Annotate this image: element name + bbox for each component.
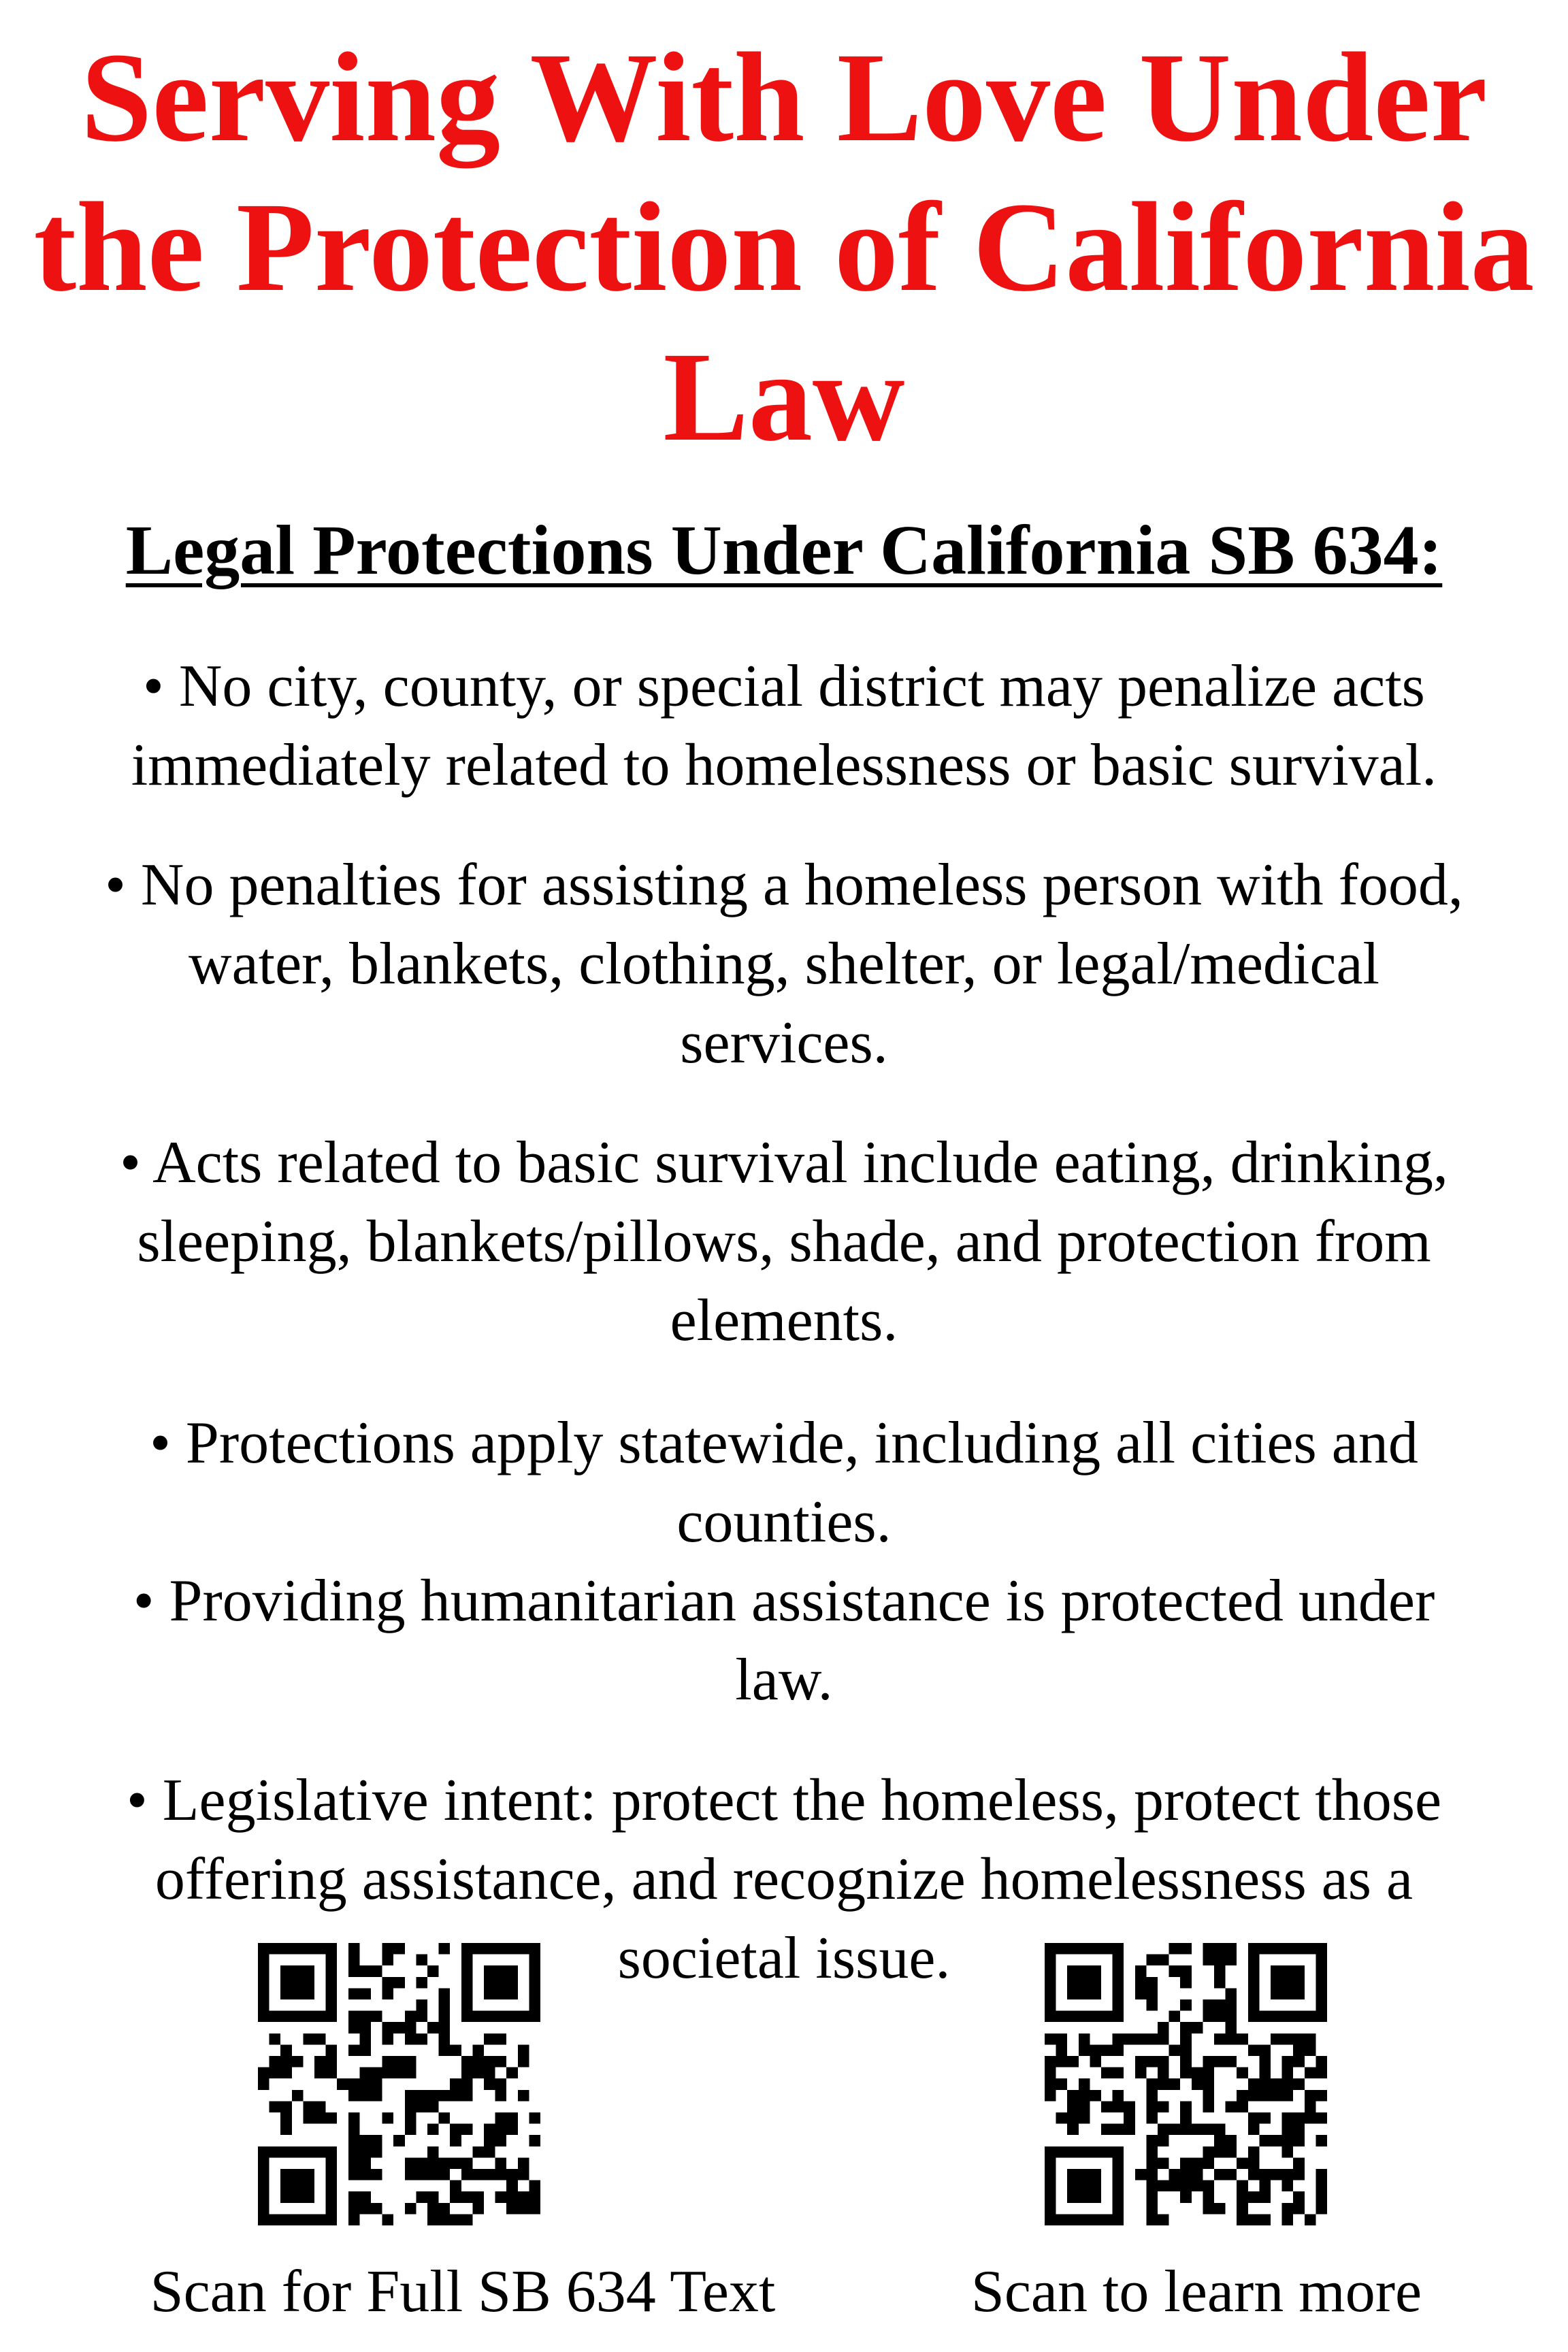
- bullet-line: • No city, county, or special district may penalize acts: [143, 653, 1425, 719]
- qr-caption-full-text: Scan for Full SB 634 Text: [150, 2259, 776, 2325]
- qr-code-icon[interactable]: [1045, 1943, 1327, 2225]
- bullet-line: • No penalties for assisting a homeless person with food,: [105, 852, 1463, 918]
- bullet-line: sleeping, blankets/pillows, shade, and protection from: [137, 1209, 1431, 1275]
- bullet-line: law.: [735, 1647, 833, 1713]
- bullet-line: • Providing humanitarian assistance is protected under: [133, 1568, 1435, 1634]
- bullet-line: immediately related to homelessness or basic survival.: [131, 732, 1437, 798]
- bullet-line: elements.: [670, 1288, 898, 1354]
- bullet-item: [0, 647, 1568, 805]
- bullet-line: • Acts related to basic survival include eating, drinking,: [120, 1130, 1448, 1196]
- bullet-line: • Legislative intent: protect the homeless, protect those: [126, 1767, 1442, 1833]
- title-line: Serving With Love Under: [80, 26, 1488, 168]
- title-line: the Protection of California: [33, 176, 1535, 318]
- bullet-item: [0, 1124, 1568, 1360]
- title-line: Law: [663, 325, 905, 468]
- section-heading-text: Legal Protections Under California SB 634:: [125, 511, 1443, 589]
- bullet-item: [0, 1404, 1568, 1562]
- bullet-line: offering assistance, and recognize homelessness as a: [154, 1846, 1414, 1912]
- bullet-line: services.: [680, 1010, 888, 1076]
- bullet-item: [0, 1562, 1568, 1720]
- poster-title: [0, 22, 1568, 472]
- bullet-line: counties.: [676, 1489, 892, 1555]
- qr-code-icon[interactable]: [258, 1943, 540, 2225]
- qr-caption-learn-more: Scan to learn more: [970, 2259, 1422, 2325]
- bullet-item: [0, 846, 1568, 1083]
- section-heading: [0, 507, 1568, 594]
- bullet-line: • Protections apply statewide, including all cities and: [150, 1410, 1418, 1476]
- bullet-line: water, blankets, clothing, shelter, or legal/medical: [189, 931, 1379, 997]
- bullet-line: societal issue.: [617, 1925, 951, 1991]
- bullet-item: [0, 1761, 1568, 1998]
